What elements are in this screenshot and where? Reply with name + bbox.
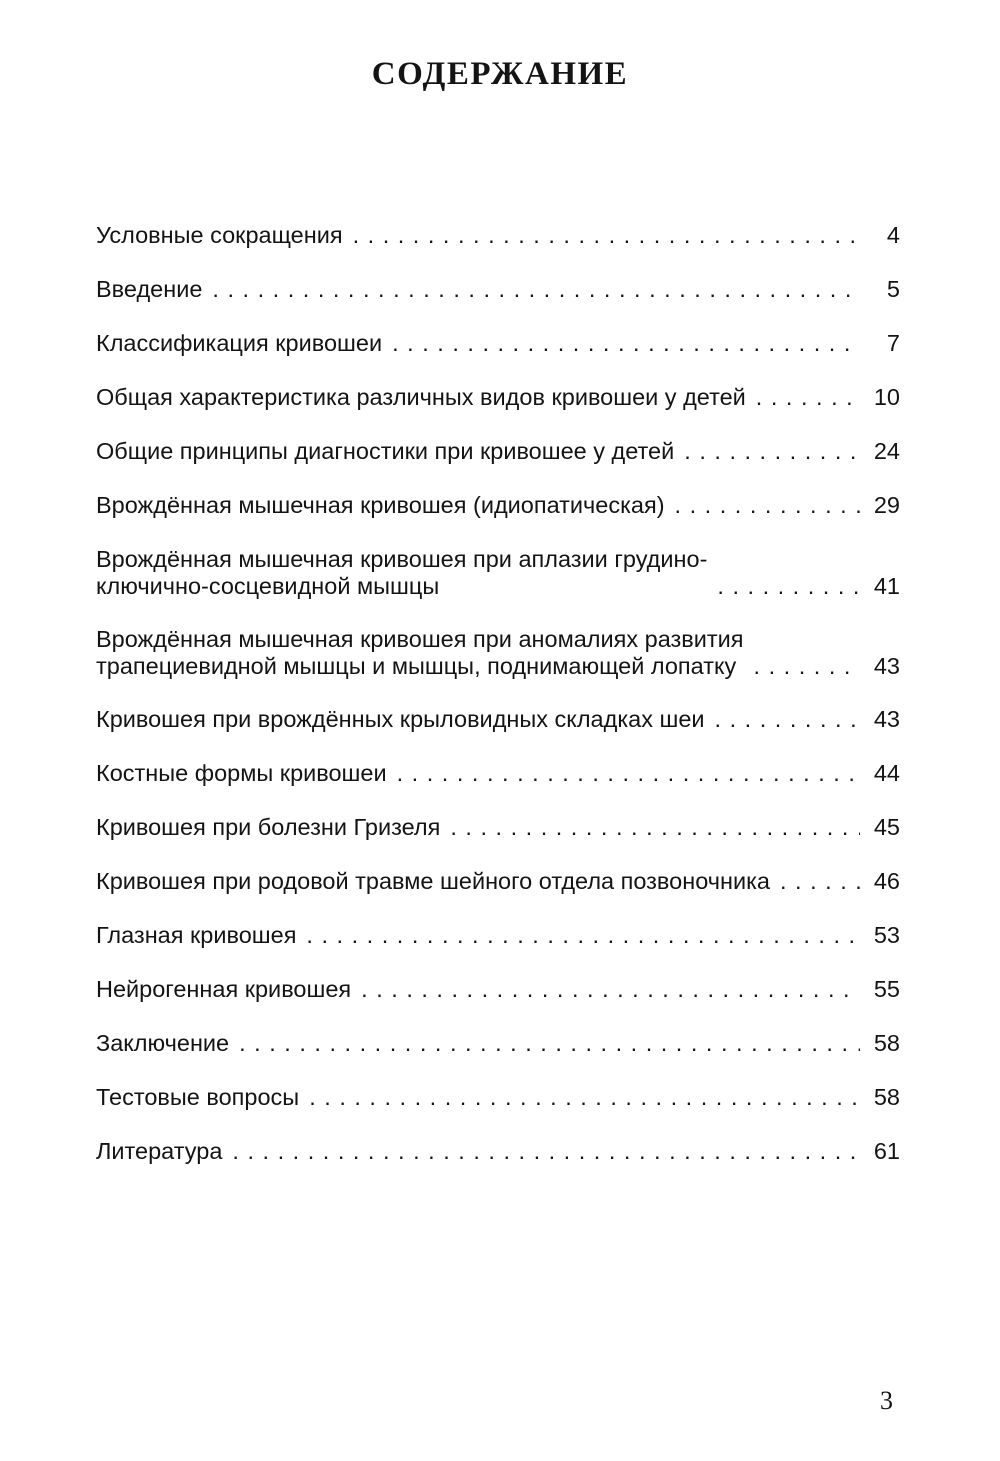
toc-entry-page-number: 53	[873, 922, 900, 948]
toc-entry	[96, 222, 900, 249]
dot-leader	[232, 1138, 860, 1165]
toc-entry-title	[96, 384, 746, 411]
dot-leader	[361, 976, 860, 1003]
toc-entry	[96, 706, 900, 733]
page-number: 3	[880, 1386, 893, 1415]
toc-entry-title-line: Врождённая мышечная кривошея при аплазии грудино-	[96, 546, 708, 572]
toc-entry-page-number: 43	[873, 706, 900, 732]
dot-leader	[684, 438, 860, 465]
toc-entry-title-line: Глазная кривошея	[96, 922, 297, 948]
toc-entry-page-number: 24	[873, 438, 900, 464]
toc-entry-title-line: Литература	[96, 1138, 223, 1164]
toc-entry-title	[96, 276, 202, 303]
toc-entry-title	[96, 868, 770, 895]
toc-entry-title-line: Костные формы кривошеи	[96, 760, 387, 786]
toc-entry-title-line: Заключение	[96, 1030, 230, 1056]
toc-entry	[96, 814, 900, 841]
toc-entry-title-line: трапециевидной мышцы и мышцы, поднимающей лопатку	[96, 653, 737, 679]
toc-entry-title	[96, 814, 440, 841]
toc-entry-page-number: 4	[886, 222, 900, 248]
dot-leader	[397, 760, 860, 787]
toc-entry-page-number: 5	[886, 276, 900, 302]
toc-entry	[96, 1138, 900, 1165]
dot-leader	[717, 573, 860, 600]
toc-entry-page-number: 61	[873, 1138, 900, 1164]
toc-entry-title-line: Введение	[96, 276, 203, 302]
toc-entry	[96, 492, 900, 519]
dot-leader	[756, 384, 860, 411]
dot-leader	[780, 868, 860, 895]
page-title: СОДЕРЖАНИЕ	[371, 56, 629, 92]
toc-entry-title	[96, 492, 665, 519]
dot-leader	[353, 222, 860, 249]
toc-entry-title	[96, 330, 382, 357]
toc-entry	[96, 626, 900, 680]
toc-entry-page-number: 58	[873, 1084, 900, 1110]
toc-entry-title-line: Классификация кривошеи	[96, 330, 383, 356]
toc-entry-title	[96, 1138, 222, 1165]
toc-entry-page-number: 46	[873, 868, 900, 894]
toc-entry-title-line: Врождённая мышечная кривошея при аномалиях развития	[96, 626, 744, 652]
toc-entry-title	[96, 922, 296, 949]
toc-entry-page-number: 55	[873, 976, 900, 1002]
toc-entry-title-line: Кривошея при болезни Гризеля	[96, 814, 441, 840]
toc-entry-title-line: Кривошея при врождённых крыловидных складках шеи	[96, 706, 705, 732]
toc-entry	[96, 922, 900, 949]
toc-entry-page-number: 7	[886, 330, 900, 356]
toc-entry-title-line: Кривошея при родовой травме шейного отдела позвоночника	[96, 868, 770, 894]
toc-entry	[96, 1030, 900, 1057]
toc-entry-title-line: Условные сокращения	[96, 222, 343, 248]
dot-leader	[309, 1084, 860, 1111]
toc-entry	[96, 1084, 900, 1111]
toc-entry	[96, 868, 900, 895]
toc-entry-page-number: 44	[873, 760, 900, 786]
toc-entry-page-number: 43	[873, 653, 900, 679]
toc-entry-title	[96, 976, 351, 1003]
toc-entry	[96, 330, 900, 357]
dot-leader	[450, 814, 860, 841]
toc-entry-page-number: 10	[873, 384, 900, 410]
toc-entry	[96, 760, 900, 787]
toc-entry-title-line: Нейрогенная кривошея	[96, 976, 352, 1002]
table-of-contents	[96, 222, 900, 1192]
toc-entry	[96, 546, 900, 600]
dot-leader	[675, 492, 860, 519]
toc-entry-title-line: ключично-сосцевидной мышцы	[96, 573, 440, 599]
toc-entry-title	[96, 1084, 299, 1111]
dot-leader	[212, 276, 860, 303]
dot-leader	[306, 922, 860, 949]
toc-entry	[96, 438, 900, 465]
toc-entry-page-number: 41	[873, 573, 900, 599]
toc-entry	[96, 276, 900, 303]
dot-leader	[715, 706, 860, 733]
toc-entry-title-line: Общая характеристика различных видов кривошеи у детей	[96, 384, 746, 410]
toc-entry-title-line: Тестовые вопросы	[96, 1084, 300, 1110]
toc-entry-title	[96, 222, 343, 249]
toc-entry-title	[96, 438, 674, 465]
toc-entry-title-line: Врождённая мышечная кривошея (идиопатическая)	[96, 492, 665, 518]
dot-leader	[392, 330, 860, 357]
toc-entry	[96, 384, 900, 411]
toc-entry-title	[96, 1030, 229, 1057]
toc-entry-title	[96, 706, 705, 733]
toc-entry-page-number: 29	[873, 492, 900, 518]
toc-entry-title	[96, 626, 744, 680]
toc-entry	[96, 976, 900, 1003]
toc-entry-page-number: 58	[873, 1030, 900, 1056]
toc-entry-page-number: 45	[873, 814, 900, 840]
dot-leader	[754, 653, 860, 680]
dot-leader	[239, 1030, 860, 1057]
toc-entry-title-line: Общие принципы диагностики при кривошее у детей	[96, 438, 675, 464]
toc-entry-title	[96, 760, 387, 787]
toc-entry-title	[96, 546, 707, 600]
